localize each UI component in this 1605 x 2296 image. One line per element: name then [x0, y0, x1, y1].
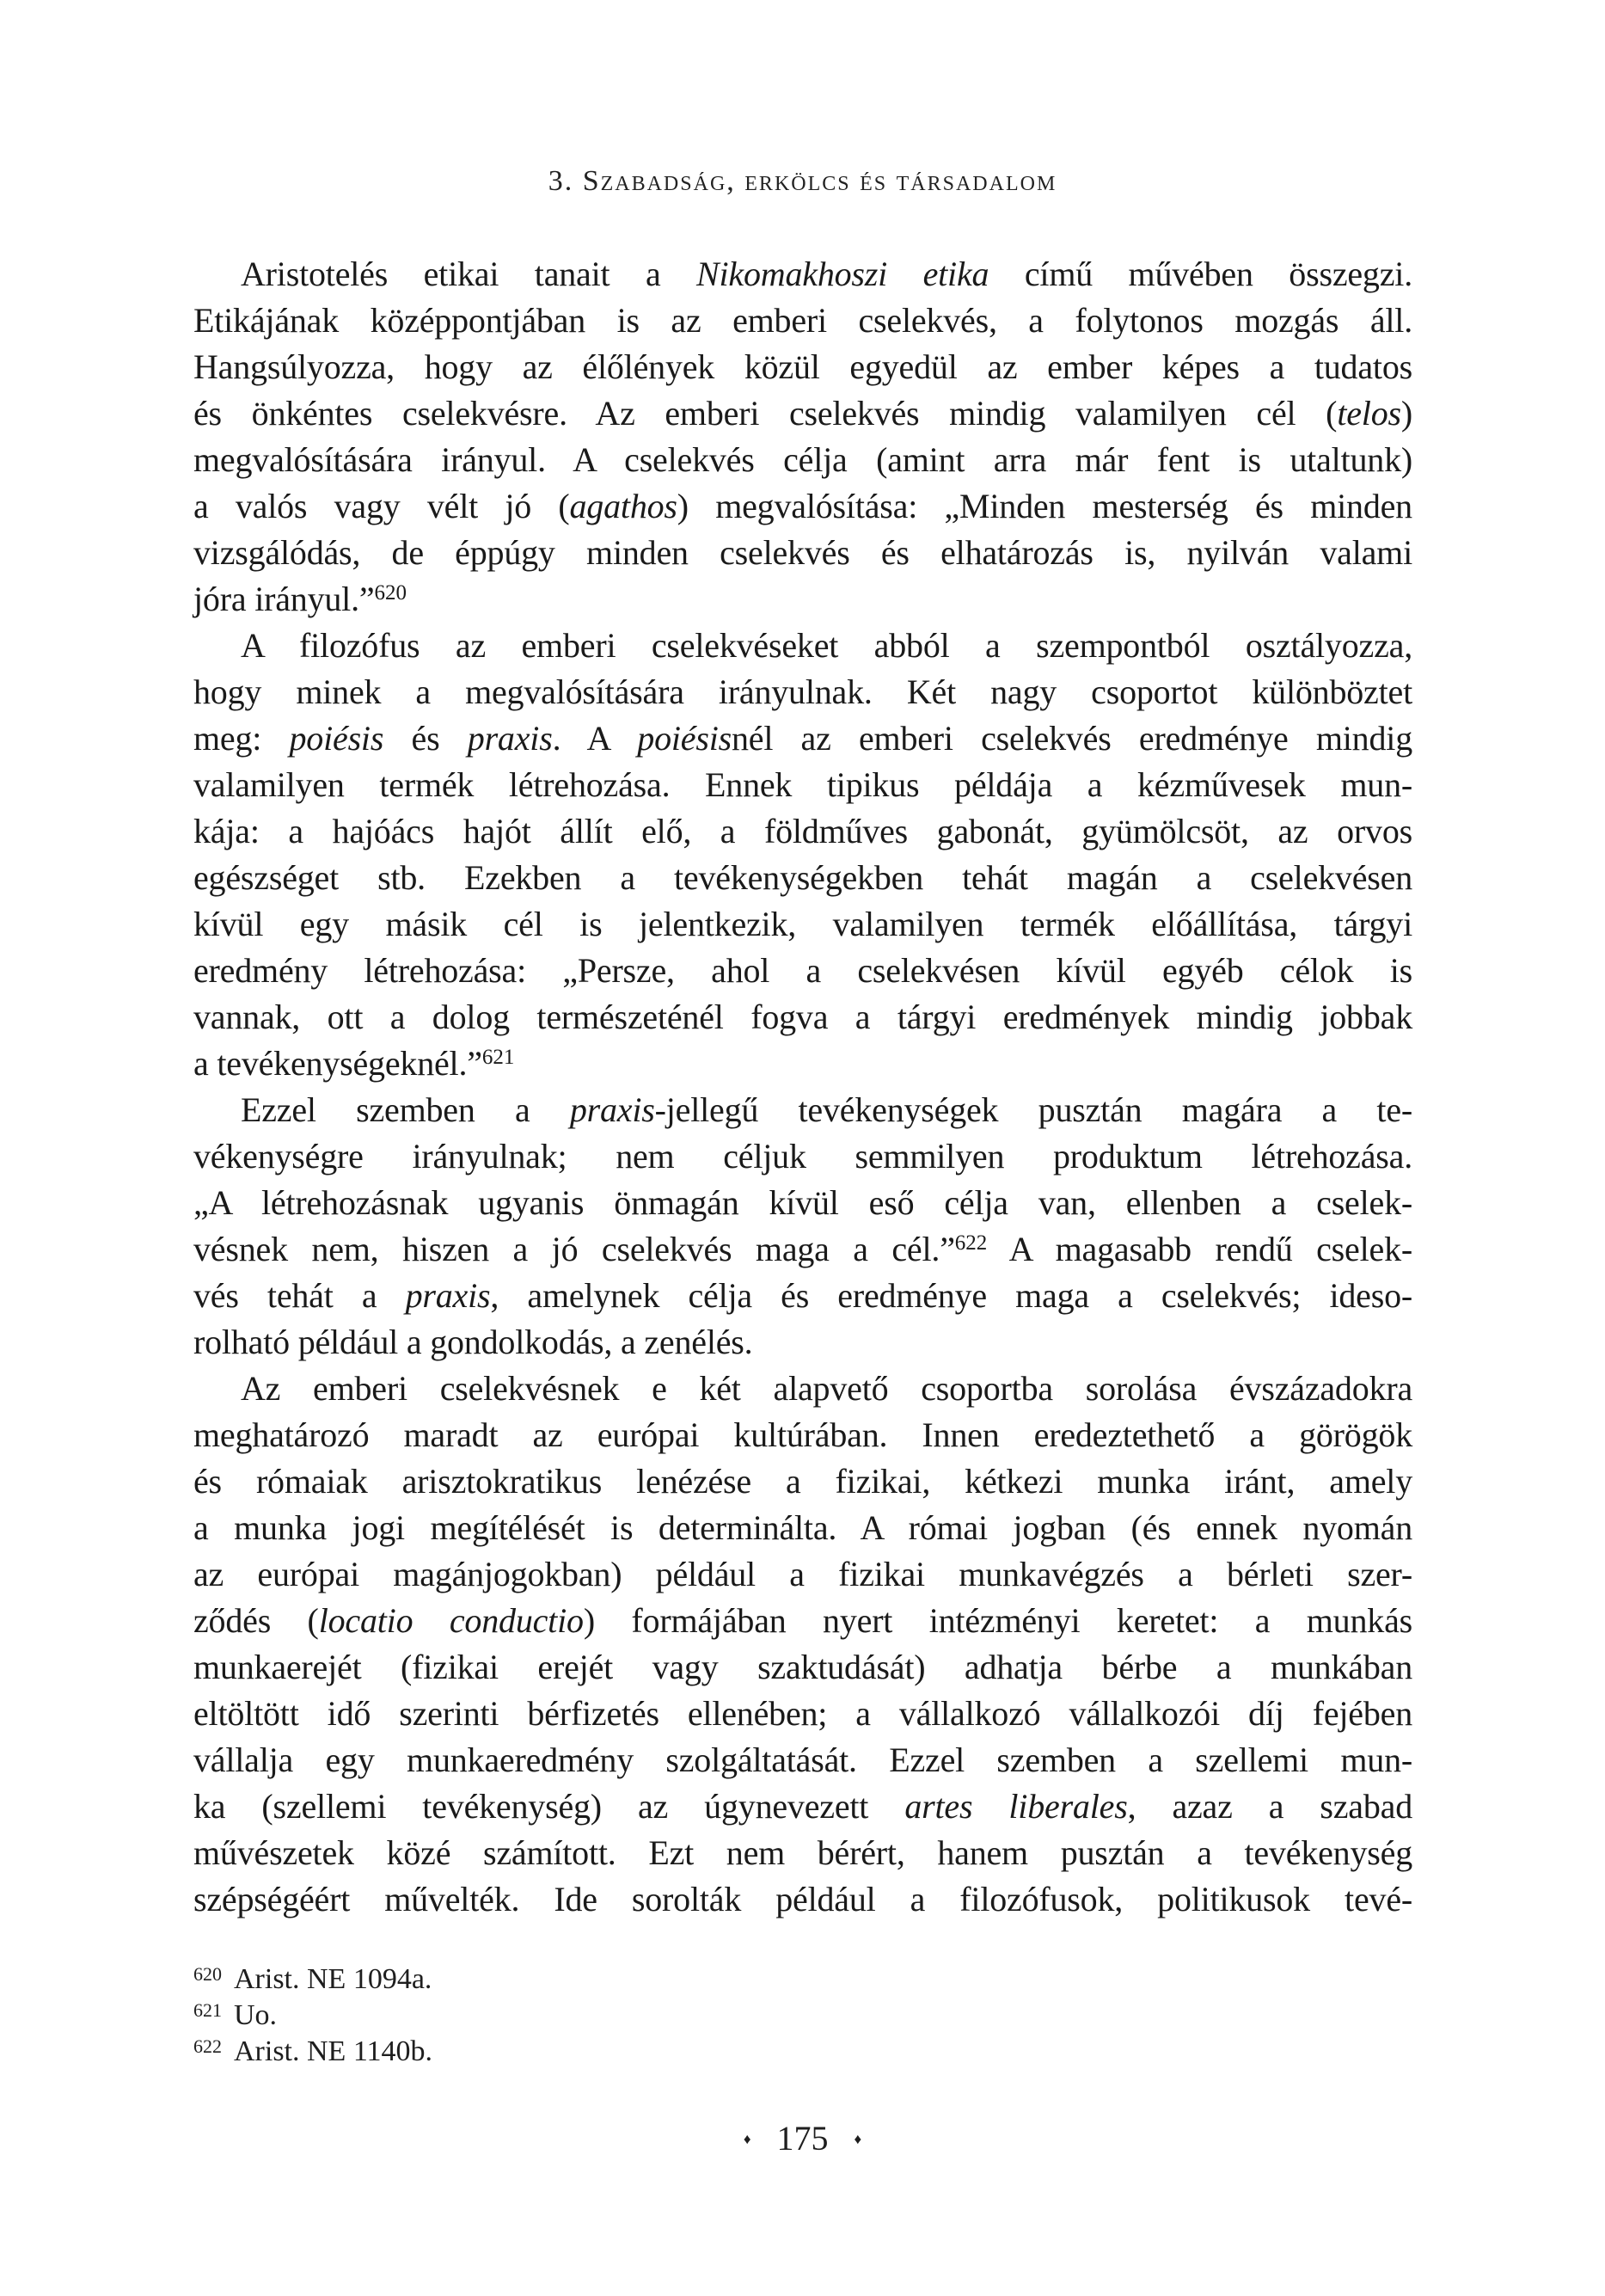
text-segment: Ezzel szemben a [241, 1090, 570, 1129]
text-line [193, 1041, 1412, 1087]
text-line [193, 437, 1412, 483]
text-line [193, 1087, 1412, 1133]
text-line [193, 344, 1412, 390]
text-segment: Hangsúlyozza, hogy az élőlények közül egyedül az ember képes a tudatos [193, 347, 1412, 386]
text-segment: vés tehát a [193, 1276, 406, 1315]
text-segment: rolható például a gondolkodás, a zenélés. [193, 1323, 753, 1361]
italic-segment: artes liberales [904, 1787, 1128, 1826]
text-segment: kívül egy másik cél is jelentkezik, valamilyen termék előállítása, tárgyi [193, 905, 1412, 943]
paragraph [193, 1087, 1412, 1366]
page-number-value: 175 [776, 2119, 829, 2158]
diamond-ornament-left: ♦ [743, 2131, 751, 2147]
text-segment: a valós vagy vélt jó ( [193, 487, 570, 525]
text-segment: A filozófus az emberi cselekvéseket abból a szempontból osztályozza, [241, 626, 1412, 665]
text-segment: munkaerejét (fizikai erejét vagy szaktudását) adhatja bérbe a munkában [193, 1648, 1412, 1686]
footnote-text: Uo. [234, 1999, 278, 2031]
italic-segment: agathos [569, 487, 677, 525]
text-segment: ) megvalósítása: „Minden mesterség és minden [677, 487, 1412, 525]
text-segment: Etikájának középpontjában is az emberi cselekvés, a folytonos mozgás áll. [193, 301, 1412, 340]
text-line [193, 1133, 1412, 1180]
text-segment: egészséget stb. Ezekben a tevékenységekben tehát magán a cselekvésen [193, 858, 1412, 897]
text-line [193, 1644, 1412, 1691]
footnote-number: 621 [193, 1999, 222, 2021]
text-line [193, 1412, 1412, 1458]
text-line [193, 1366, 1412, 1412]
text-line [193, 1551, 1412, 1598]
page-number [0, 2118, 1605, 2158]
text-segment: megvalósítására irányul. A cselekvés célja (amint arra már fent is utaltunk) [193, 440, 1412, 479]
text-segment: ) [1400, 394, 1412, 433]
text-segment: eltöltött idő szerinti bérfizetés ellenében; a vállalkozó vállalkozói díj fejében [193, 1694, 1412, 1733]
footnote [193, 1998, 1412, 2034]
text-segment: vizsgálódás, de éppúgy minden cselekvés és elhatározás is, nyilván valami [193, 533, 1412, 572]
text-line [193, 483, 1412, 530]
text-line [193, 1505, 1412, 1551]
text-line [193, 1319, 1412, 1366]
footnote-number: 622 [193, 2035, 222, 2057]
text-segment: A magasabb rendű cselek- [987, 1230, 1412, 1268]
italic-segment: Nikomakhoszi etika [696, 255, 989, 293]
text-segment: a munka jogi megítélését is determinálta. A római jogban (és ennek nyomán [193, 1508, 1412, 1547]
text-line [193, 1783, 1412, 1830]
text-line [193, 623, 1412, 669]
footnote-reference: 622 [954, 1231, 988, 1255]
text-segment: . A [552, 719, 638, 758]
text-line [193, 1598, 1412, 1644]
text-line [193, 1226, 1412, 1273]
text-line [193, 948, 1412, 994]
text-line [193, 576, 1412, 623]
italic-segment: telos [1337, 394, 1401, 433]
text-segment: , amelynek célja és eredménye maga a cselekvés; ideso- [490, 1276, 1412, 1315]
text-segment: vékenységre irányulnak; nem céljuk semmilyen produktum létrehozása. [193, 1137, 1412, 1176]
footnote-text: Arist. NE 1140b. [234, 2035, 433, 2067]
paragraph [193, 1366, 1412, 1923]
text-line [193, 994, 1412, 1041]
text-segment: meg: [193, 719, 290, 758]
text-line [193, 298, 1412, 344]
footnote-number: 620 [193, 1963, 222, 1985]
text-segment: Az emberi cselekvésnek e két alapvető csoportba sorolása évszázadokra [241, 1369, 1412, 1408]
text-segment: és rómaiak arisztokratikus lenézése a fizikai, kétkezi munka iránt, amely [193, 1462, 1412, 1501]
text-segment: ) formájában nyert intézményi keretet: a munkás [583, 1601, 1412, 1640]
text-line [193, 390, 1412, 437]
text-segment: „A létrehozásnak ugyanis önmagán kívül eső célja van, ellenben a cselek- [193, 1183, 1412, 1222]
text-line [193, 530, 1412, 576]
text-line [193, 715, 1412, 762]
italic-segment: praxis [467, 719, 553, 758]
text-segment: -jellegű tevékenységek pusztán magára a te- [654, 1090, 1413, 1129]
text-segment: meghatározó maradt az európai kultúrában. Innen eredeztethető a görögök [193, 1415, 1412, 1454]
footnote-reference: 620 [374, 581, 407, 605]
text-segment: Aristotelés etikai tanait a [241, 255, 697, 293]
italic-segment: praxis [405, 1276, 491, 1315]
text-segment: művészetek közé számított. Ezt nem bérért, hanem pusztán a tevékenység [193, 1833, 1412, 1872]
text-segment: a tevékenységeknél.” [193, 1044, 482, 1083]
italic-segment: poiésis [289, 719, 384, 758]
text-line [193, 1876, 1412, 1923]
running-head: 3. Szabadság, erkölcs és társadalom [548, 165, 1057, 197]
text-segment: ka (szellemi tevékenység) az úgynevezett [193, 1787, 905, 1826]
text-segment: és [383, 719, 468, 758]
text-segment: szépségéért művelték. Ide sorolták például a filozófusok, politikusok tevé- [193, 1880, 1412, 1918]
text-segment: vannak, ott a dolog természeténél fogva a tárgyi eredmények mindig jobbak [193, 998, 1412, 1036]
text-segment: jóra irányul.” [193, 580, 375, 618]
text-segment: az európai magánjogokban) például a fizikai munkavégzés a bérleti szer- [193, 1555, 1412, 1593]
text-line [193, 1691, 1412, 1737]
text-line [193, 901, 1412, 948]
text-segment: ződés ( [193, 1601, 319, 1640]
footnote-reference: 621 [481, 1046, 515, 1069]
text-segment: , azaz a szabad [1127, 1787, 1413, 1826]
text-segment: valamilyen termék létrehozása. Ennek tipikus példája a kézművesek mun- [193, 765, 1412, 804]
text-line [193, 1458, 1412, 1505]
text-block [193, 251, 1412, 1923]
text-segment: és önkéntes cselekvésre. Az emberi cselekvés mindig valamilyen cél ( [193, 394, 1338, 433]
text-segment: vállalja egy munkaeredmény szolgáltatását. Ezzel szemben a szellemi mun- [193, 1740, 1412, 1779]
text-line [193, 762, 1412, 808]
italic-segment: locatio conductio [318, 1601, 584, 1640]
footnote [193, 1961, 1412, 1998]
text-line [193, 1273, 1412, 1319]
text-segment: című művében összegzi. [989, 255, 1412, 293]
text-line [193, 855, 1412, 901]
text-line [193, 1737, 1412, 1783]
text-segment: hogy minek a megvalósítására irányulnak. Két nagy csoportot különböztet [193, 672, 1412, 711]
text-line [193, 251, 1412, 298]
diamond-ornament-right: ♦ [854, 2131, 862, 2147]
text-segment: kája: a hajóács hajót állít elő, a földműves gabonát, gyümölcsöt, az orvos [193, 812, 1412, 850]
text-line [193, 808, 1412, 855]
text-line [193, 1830, 1412, 1876]
footnote-text: Arist. NE 1094a. [234, 1963, 432, 1995]
text-line [193, 669, 1412, 715]
text-segment: vésnek nem, hiszen a jó cselekvés maga a cél.” [193, 1230, 955, 1268]
text-line [193, 1180, 1412, 1226]
paragraph [193, 251, 1412, 623]
italic-segment: praxis [569, 1090, 655, 1129]
italic-segment: poiésis [637, 719, 732, 758]
text-segment: nél az emberi cselekvés eredménye mindig [731, 719, 1412, 758]
paragraph [193, 623, 1412, 1087]
footnotes [193, 1961, 1412, 2070]
footnote [193, 2034, 1412, 2070]
text-segment: eredmény létrehozása: „Persze, ahol a cselekvésen kívül egyéb célok is [193, 951, 1412, 990]
